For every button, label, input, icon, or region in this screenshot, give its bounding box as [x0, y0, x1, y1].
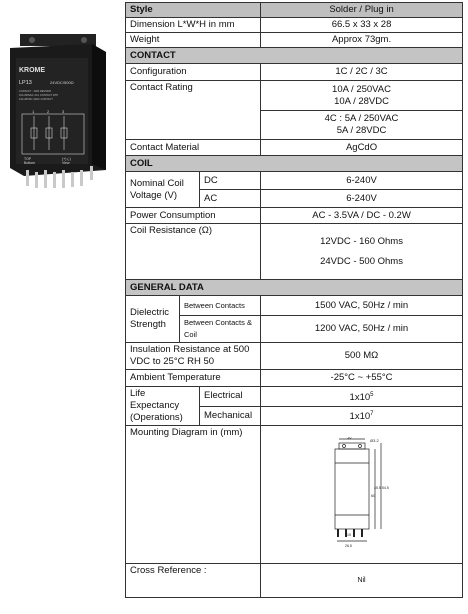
relay-brand: KROME [19, 67, 46, 74]
svg-text:2: 2 [47, 109, 50, 114]
dimension-label: Dimension L*W*H in mm [126, 18, 261, 33]
svg-text:Ø3.2: Ø3.2 [369, 437, 379, 443]
contact-rating-label: Contact Rating [126, 81, 261, 140]
dielectric-label: Dielectric Strength [126, 296, 180, 343]
electrical-value: $1x10^5$ [261, 387, 463, 407]
svg-text:View: View [62, 161, 70, 165]
coil-section-header: COIL [126, 156, 463, 172]
svg-text:16: 16 [346, 436, 351, 439]
svg-text:(+) (-): (+) (-) [62, 157, 71, 161]
dielectric-sub-coil: Between Contacts & Coil [180, 316, 261, 343]
mechanical-label: Mechanical [200, 406, 261, 426]
ambient-value: -25°C ~ +55°C [261, 370, 463, 387]
dielectric-sub-contacts: Between Contacts [180, 296, 261, 316]
svg-text:10A 28VDC 4A6C CONTACT: 10A 28VDC 4A6C CONTACT [19, 98, 53, 101]
dc-label: DC [200, 172, 261, 190]
svg-text:54.5: 54.5 [381, 485, 389, 490]
mechanical-value: $1x10^7$ [261, 406, 463, 426]
svg-text:Bottom: Bottom [24, 161, 36, 165]
insulation-value: 500 MΩ [261, 343, 463, 370]
cross-reference-value: Nil [261, 564, 463, 598]
ac-label: AC [200, 190, 261, 208]
mounting-diagram [327, 437, 397, 549]
dielectric-value-coil: 1200 VAC, 50Hz / min [261, 316, 463, 343]
svg-text:15: 15 [346, 532, 351, 537]
electrical-label: Electrical [200, 387, 261, 407]
power-label: Power Consumption [126, 208, 261, 224]
svg-text:3: 3 [62, 109, 65, 114]
svg-text:CONTACT : 4004 REV9000: CONTACT : 4004 REV9000 [19, 90, 52, 93]
life-label: Life Expectancy (Operations) [126, 387, 200, 426]
svg-text:45.5: 45.5 [373, 485, 381, 490]
svg-text:TOP: TOP [24, 157, 32, 161]
configuration-label: Configuration [126, 64, 261, 81]
general-section-header: GENERAL DATA [126, 280, 463, 296]
style-value: Solder / Plug in [261, 3, 463, 18]
weight-value: Approx 73gm. [261, 33, 463, 48]
weight-label: Weight [126, 33, 261, 48]
relay-model: LP13 [19, 80, 32, 86]
contact-material-value: AgCdO [261, 140, 463, 156]
dc-value: 6-240V [261, 172, 463, 190]
ambient-label: Ambient Temperature [126, 370, 261, 387]
mounting-diagram-cell [261, 426, 463, 564]
style-label: Style [126, 3, 261, 18]
relay-voltage: 24VDC/500Ω [50, 80, 74, 85]
coil-resistance-value: 12VDC - 160 Ohms 24VDC - 500 Ohms [261, 224, 463, 280]
svg-text:26.5: 26.5 [344, 543, 352, 548]
svg-text:10A 250VAC 4Cn CONTACT DTP: 10A 250VAC 4Cn CONTACT DTP [19, 94, 59, 97]
svg-text:60: 60 [370, 493, 375, 498]
contact-rating-value-2: 4C : 5A / 250VAC 5A / 28VDC [261, 111, 463, 140]
contact-section-header: CONTACT [126, 48, 463, 64]
contact-material-label: Contact Material [126, 140, 261, 156]
spec-table [125, 2, 463, 598]
coil-resistance-label: Coil Resistance (Ω) [126, 224, 261, 280]
dielectric-value-contacts: 1500 VAC, 50Hz / min [261, 296, 463, 316]
nominal-voltage-label: Nominal Coil Voltage (V) [126, 172, 200, 208]
mounting-label: Mounting Diagram in (mm) [126, 426, 261, 564]
power-value: AC - 3.5VA / DC - 0.2W [261, 208, 463, 224]
configuration-value: 1C / 2C / 3C [261, 64, 463, 81]
contact-rating-value-1: 10A / 250VAC 10A / 28VDC [261, 81, 463, 111]
svg-text:1: 1 [32, 109, 35, 114]
ac-value: 6-240V [261, 190, 463, 208]
insulation-label: Insulation Resistance at 500 VDC to 25°C RH 50 [126, 343, 261, 370]
dimension-value: 66.5 x 33 x 28 [261, 18, 463, 33]
relay-product-image [6, 30, 110, 195]
cross-reference-label: Cross Reference : [126, 564, 261, 598]
